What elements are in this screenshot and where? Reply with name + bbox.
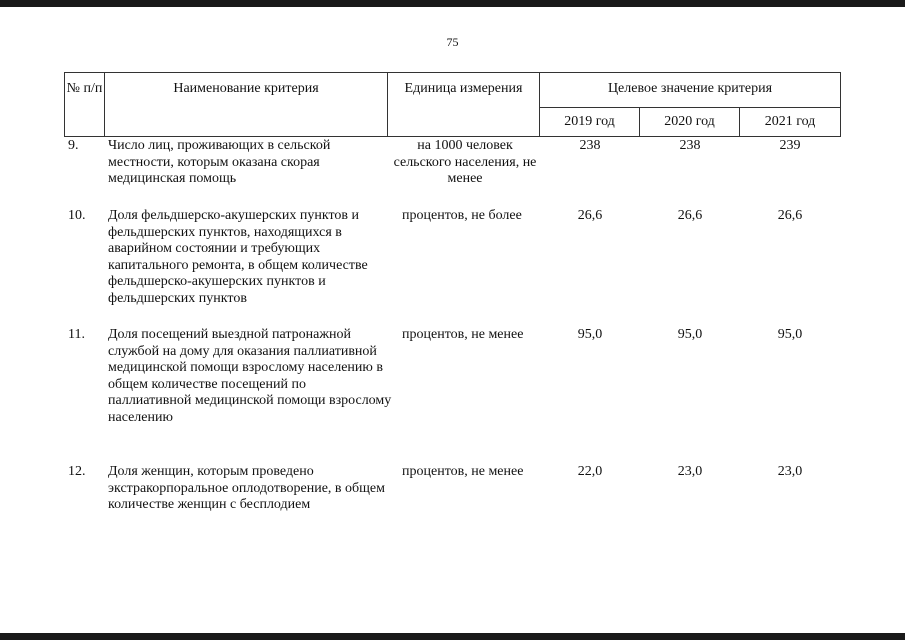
value-2019: 238 [579,138,601,153]
row-number: 9. [68,138,79,153]
row-number: 12. [68,464,86,479]
header-target: Целевое значение критерия [540,73,841,108]
criterion-unit: процентов, не менее [402,464,524,479]
header-year-2019: 2019 год [540,108,640,137]
value-2021: 95,0 [777,327,803,342]
value-2020: 23,0 [677,464,703,479]
row-number: 10. [68,208,86,223]
value-2021: 23,0 [777,464,803,479]
header-year-2021: 2021 год [740,108,841,137]
table-header [64,72,841,137]
criterion-unit: процентов, не менее [402,327,524,342]
criterion-name: Доля женщин, которым проведено экстракорпоральное оплодотворение, в общем количестве женщин с бесплодием [108,464,385,512]
criterion-name: Доля посещений выездной патронажной службой на дому для оказания паллиативной медицинской помощи взрослому населению в общем количестве посещений по паллиативной медицинской помощи взрослому населению [108,327,392,425]
header-unit: Единица измерения [388,73,540,137]
value-2021: 26,6 [777,208,803,223]
header-number: № п/п [65,73,105,137]
value-2021: 239 [779,138,801,153]
scan-border-top [0,0,905,7]
criterion-name: Число лиц, проживающих в сельской местности, которым оказана скорая медицинская помощь [108,138,331,186]
row-number: 11. [68,327,85,342]
scan-border-bottom [0,633,905,640]
value-2019: 95,0 [577,327,603,342]
criterion-unit: процентов, не более [402,208,522,223]
value-2019: 22,0 [577,464,603,479]
value-2020: 26,6 [677,208,703,223]
value-2020: 95,0 [677,327,703,342]
value-2020: 238 [679,138,701,153]
page-number: 75 [446,35,459,49]
header-year-2020: 2020 год [640,108,740,137]
header-criterion: Наименование критерия [105,73,388,137]
criterion-name: Доля фельдшерско-акушерских пунктов и фельдшерских пунктов, находящихся в аварийном состоянии и требующих капитального ремонта, в общем количестве фельдшерско-акушерских пунктов и фельдшерских пунктов [108,208,368,306]
value-2019: 26,6 [577,208,603,223]
criterion-unit: на 1000 человек сельского населения, не менее [393,138,537,186]
